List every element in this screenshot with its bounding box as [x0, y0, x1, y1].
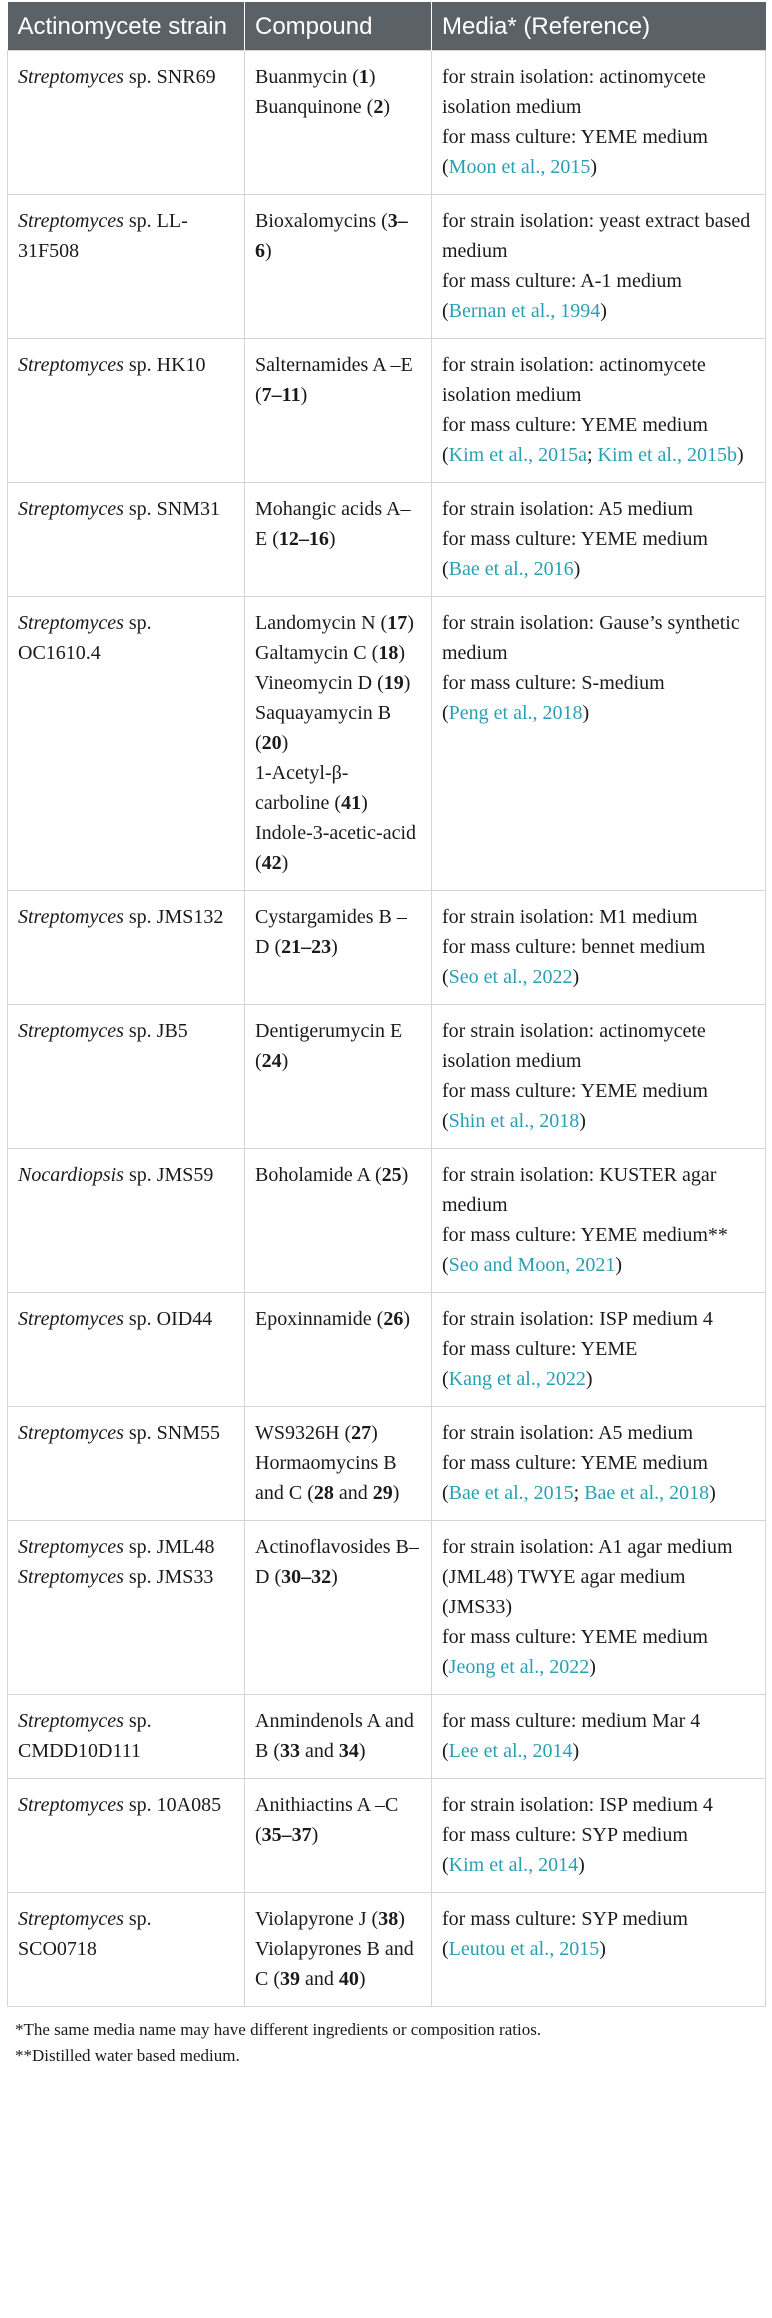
compound-name: ): [331, 1566, 338, 1588]
compound-line: [255, 902, 421, 962]
strain-cell: [8, 339, 245, 483]
compound-number: 42: [261, 852, 282, 874]
media-line: for mass culture: YEME medium**: [442, 1224, 728, 1246]
table-row: [8, 1407, 766, 1521]
media-cell: [432, 483, 766, 597]
compound-number: 35–37: [261, 1824, 312, 1846]
compound-name: ): [265, 240, 272, 262]
compound-name: Buanmycin (: [255, 66, 359, 88]
compound-name: Violapyrone J (: [255, 1908, 379, 1930]
compound-number: 33: [280, 1740, 300, 1762]
compound-number: 26: [383, 1308, 404, 1330]
reference-line: (Seo et al., 2022): [442, 966, 580, 988]
media-cell: [432, 597, 766, 891]
compound-name: ): [403, 1308, 410, 1330]
compound-cell: [245, 891, 432, 1005]
reference-link[interactable]: Moon et al., 2015: [448, 156, 591, 178]
table-row: [8, 195, 766, 339]
strain-id: sp. SNR69: [123, 66, 216, 88]
strain-id: sp. OID44: [123, 1308, 213, 1330]
table-row: [8, 1149, 766, 1293]
strain-id: sp. SNM55: [123, 1422, 221, 1444]
compound-name: Buanquinone (: [255, 96, 374, 118]
compound-number: 2: [373, 96, 384, 118]
compound-line: [255, 1706, 421, 1766]
reference-link[interactable]: Bae et al., 2015: [448, 1482, 574, 1504]
table-row: [8, 1779, 766, 1893]
media-line: for strain isolation: M1 medium: [442, 906, 698, 928]
reference-line: (Bae et al., 2016): [442, 558, 581, 580]
reference-link[interactable]: Kim et al., 2015b: [597, 444, 737, 466]
media-line: for strain isolation: actinomycete isolation medium: [442, 354, 706, 406]
strain-cell: [8, 483, 245, 597]
compound-number: 17: [387, 612, 408, 634]
strain-cell: [8, 1779, 245, 1893]
media-cell: [432, 1407, 766, 1521]
media-line: for mass culture: A-1 medium: [442, 270, 682, 292]
strain-id: sp. JB5: [123, 1020, 188, 1042]
compound-name: Cystargamides B –D (: [255, 906, 407, 958]
compound-line: [255, 818, 421, 878]
compound-number: 30–32: [281, 1566, 332, 1588]
strain-genus: Streptomyces: [18, 1710, 124, 1732]
media-line: for strain isolation: Gause’s synthetic medium: [442, 612, 740, 664]
compound-name: Galtamycin C (: [255, 642, 379, 664]
media-cell: [432, 1893, 766, 2007]
strain-cell: [8, 597, 245, 891]
strain-id: sp. JMS33: [123, 1566, 214, 1588]
compound-number: 29: [372, 1482, 393, 1504]
compound-name: WS9326H (: [255, 1422, 352, 1444]
strain-cell: [8, 51, 245, 195]
table-row: [8, 1293, 766, 1407]
compound-line: [255, 758, 421, 818]
compound-name: ): [311, 1824, 319, 1846]
media-cell: [432, 891, 766, 1005]
table-row: [8, 483, 766, 597]
media-line: for strain isolation: yeast extract based medium: [442, 210, 751, 262]
compound-name: ): [371, 1422, 378, 1444]
compound-number: 1: [358, 66, 369, 88]
strain-genus: Streptomyces: [18, 210, 124, 232]
reference-link[interactable]: Kim et al., 2015a: [448, 444, 587, 466]
compound-cell: [245, 1407, 432, 1521]
strain-id: sp. JMS132: [123, 906, 224, 928]
media-cell: [432, 1695, 766, 1779]
compound-name: ): [281, 732, 289, 754]
media-line: for strain isolation: A5 medium: [442, 498, 694, 520]
compound-name: Epoxinnamide (: [255, 1308, 384, 1330]
strain-genus: Streptomyces: [18, 906, 124, 928]
compound-cell: [245, 1521, 432, 1695]
compound-name: Landomycin N (: [255, 612, 388, 634]
media-cell: [432, 1293, 766, 1407]
compound-line: [255, 494, 421, 554]
media-cell: [432, 339, 766, 483]
compound-line: [255, 668, 421, 698]
compound-name: Actinoflavosides B–D (: [255, 1536, 419, 1588]
compound-name: ): [331, 936, 338, 958]
compound-name: Boholamide A (: [255, 1164, 382, 1186]
strain-id: sp. HK10: [123, 354, 206, 376]
reference-link[interactable]: Shin et al., 2018: [448, 1110, 580, 1132]
compound-name: Bioxalomycins (: [255, 210, 388, 232]
compound-name: ): [398, 642, 405, 664]
compound-name: ): [401, 1164, 409, 1186]
media-line: for strain isolation: actinomycete isolation medium: [442, 66, 706, 118]
media-line: for strain isolation: KUSTER agar medium: [442, 1164, 717, 1216]
strain-genus: Streptomyces: [18, 1020, 124, 1042]
media-line: for mass culture: YEME medium: [442, 1626, 708, 1648]
compound-line: [255, 698, 421, 758]
strain-id: sp. SCO0718: [18, 1908, 152, 1960]
compound-line: [255, 1790, 421, 1850]
reference-line: (Shin et al., 2018): [442, 1110, 586, 1132]
header-strain: Actinomycete strain: [8, 2, 245, 51]
compound-name: Anmindenols A and B (: [255, 1710, 414, 1762]
compound-line: [255, 62, 421, 92]
strain-id: sp. JML48: [123, 1536, 215, 1558]
compound-line: [255, 1934, 421, 1994]
strain-cell: [8, 1149, 245, 1293]
strain-genus: Streptomyces: [18, 1422, 124, 1444]
compound-name: ): [361, 792, 368, 814]
media-cell: [432, 1149, 766, 1293]
compound-name: ): [281, 852, 289, 874]
reference-link[interactable]: Seo and Moon, 2021: [448, 1254, 616, 1276]
reference-line: (Seo and Moon, 2021): [442, 1254, 623, 1276]
reference-link[interactable]: Bae et al., 2016: [448, 558, 574, 580]
strain-genus: Streptomyces: [18, 498, 124, 520]
strain-genus: Streptomyces: [18, 1566, 124, 1588]
strains-table: [7, 2, 766, 2007]
media-line: for mass culture: YEME medium: [442, 414, 708, 436]
footnotes: [7, 2007, 765, 2069]
compound-name: Vineomycin D (: [255, 672, 384, 694]
reference-line: (Bae et al., 2015; Bae et al., 2018): [442, 1482, 716, 1504]
compound-name: Saquayamycin B (: [255, 702, 392, 754]
strain-cell: [8, 1893, 245, 2007]
media-line: for mass culture: YEME medium: [442, 1080, 708, 1102]
footnote-1: *The same media name may have different ingredients or composition ratios.: [15, 2020, 542, 2039]
compound-line: [255, 1418, 421, 1448]
compound-number: 3–6: [255, 210, 408, 262]
compound-name: Anithiactins A –C (: [255, 1794, 399, 1846]
compound-name: 1-Acetyl-β-carboline (: [255, 762, 349, 814]
media-line: for mass culture: SYP medium: [442, 1824, 688, 1846]
compound-name: and: [300, 1740, 339, 1762]
compound-line: [255, 92, 421, 122]
compound-name: ): [300, 384, 308, 406]
reference-link[interactable]: Lee et al., 2014: [448, 1740, 573, 1762]
compound-number: 25: [381, 1164, 402, 1186]
reference-line: (Leutou et al., 2015): [442, 1938, 606, 1960]
media-line: for strain isolation: A5 medium: [442, 1422, 694, 1444]
compound-number: 24: [261, 1050, 282, 1072]
strain-id: sp. SNM31: [123, 498, 221, 520]
media-line: for strain isolation: ISP medium 4: [442, 1308, 713, 1330]
compound-name: ): [383, 96, 390, 118]
media-cell: [432, 51, 766, 195]
compound-line: [255, 1304, 421, 1334]
compound-cell: [245, 51, 432, 195]
compound-number: 7–11: [261, 384, 301, 406]
media-line: for mass culture: YEME medium: [442, 126, 708, 148]
compound-cell: [245, 597, 432, 891]
media-line: for mass culture: YEME medium: [442, 528, 708, 550]
header-row: [8, 2, 766, 51]
media-line: for strain isolation: A1 agar medium (JML48) TWYE agar medium (JMS33): [442, 1536, 733, 1618]
compound-name: Indole-3-acetic-acid (: [255, 822, 417, 874]
media-cell: [432, 1005, 766, 1149]
compound-name: ): [358, 1740, 366, 1762]
reference-link[interactable]: Kim et al., 2014: [448, 1854, 579, 1876]
reference-line: (Jeong et al., 2022): [442, 1656, 596, 1678]
reference-line: (Kang et al., 2022): [442, 1368, 593, 1390]
compound-line: [255, 1532, 421, 1592]
compound-line: [255, 350, 421, 410]
table-row: [8, 1521, 766, 1695]
media-line: for mass culture: S-medium: [442, 672, 665, 694]
table-row: [8, 891, 766, 1005]
table-row: [8, 1893, 766, 2007]
table-row: [8, 1695, 766, 1779]
compound-line: [255, 1904, 421, 1934]
strain-cell: [8, 891, 245, 1005]
compound-number: 40: [338, 1968, 359, 1990]
footnote-2: **Distilled water based medium.: [15, 2046, 240, 2065]
compound-cell: [245, 339, 432, 483]
strain-cell: [8, 1005, 245, 1149]
media-line: for mass culture: bennet medium: [442, 936, 706, 958]
reference-line: (Lee et al., 2014): [442, 1740, 580, 1762]
compound-name: ): [403, 672, 411, 694]
reference-line: (Kim et al., 2014): [442, 1854, 585, 1876]
compound-name: ): [368, 66, 376, 88]
strain-cell: [8, 1293, 245, 1407]
reference-line: (Bernan et al., 1994): [442, 300, 607, 322]
compound-name: ): [328, 528, 336, 550]
media-cell: [432, 1779, 766, 1893]
table-row: [8, 339, 766, 483]
compound-number: 18: [378, 642, 399, 664]
reference-link[interactable]: Bae et al., 2018: [584, 1482, 710, 1504]
strain-id: sp. LL-31F508: [18, 210, 188, 262]
compound-line: [255, 608, 421, 638]
media-line: for mass culture: medium Mar 4: [442, 1710, 701, 1732]
reference-link[interactable]: Bernan et al., 1994: [448, 300, 601, 322]
strain-genus: Streptomyces: [18, 1308, 124, 1330]
header-media: Media* (Reference): [432, 2, 766, 51]
compound-name: ): [398, 1908, 405, 1930]
reference-line: (Kim et al., 2015a; Kim et al., 2015b): [442, 444, 744, 466]
strain-genus: Streptomyces: [18, 1536, 124, 1558]
compound-number: 38: [378, 1908, 399, 1930]
strain-genus: Streptomyces: [18, 354, 124, 376]
strain-genus: Streptomyces: [18, 612, 124, 634]
compound-number: 28: [313, 1482, 334, 1504]
compound-name: Salternamides A –E (: [255, 354, 413, 406]
compound-cell: [245, 1149, 432, 1293]
compound-name: ): [281, 1050, 289, 1072]
strain-genus: Streptomyces: [18, 1908, 124, 1930]
reference-link[interactable]: Peng et al., 2018: [448, 702, 583, 724]
media-line: for mass culture: YEME: [442, 1338, 638, 1360]
media-line: for mass culture: YEME medium: [442, 1452, 708, 1474]
compound-line: [255, 638, 421, 668]
compound-number: 39: [280, 1968, 300, 1990]
reference-link[interactable]: Leutou et al., 2015: [448, 1938, 600, 1960]
compound-cell: [245, 1293, 432, 1407]
compound-name: Violapyrones B and C (: [255, 1938, 414, 1990]
strain-genus: Streptomyces: [18, 1794, 124, 1816]
compound-cell: [245, 195, 432, 339]
compound-line: [255, 1160, 421, 1190]
media-line: for strain isolation: actinomycete isolation medium: [442, 1020, 706, 1072]
strain-cell: [8, 1407, 245, 1521]
strain-id: sp. JMS59: [123, 1164, 214, 1186]
compound-cell: [245, 1695, 432, 1779]
compound-cell: [245, 483, 432, 597]
compound-number: 21–23: [281, 936, 332, 958]
compound-name: and: [333, 1482, 373, 1504]
strain-genus: Nocardiopsis: [18, 1164, 124, 1186]
compound-name: ): [358, 1968, 366, 1990]
strain-cell: [8, 1695, 245, 1779]
reference-link[interactable]: Kang et al., 2022: [448, 1368, 586, 1390]
compound-number: 34: [338, 1740, 359, 1762]
media-line: for mass culture: SYP medium: [442, 1908, 688, 1930]
media-line: for strain isolation: ISP medium 4: [442, 1794, 713, 1816]
compound-line: [255, 1448, 421, 1508]
reference-line: (Moon et al., 2015): [442, 156, 597, 178]
compound-name: and: [300, 1968, 339, 1990]
compound-line: [255, 1016, 421, 1076]
compound-name: Mohangic acids A–E (: [255, 498, 411, 550]
strain-id: sp. OC1610.4: [18, 612, 152, 664]
header-compound: Compound: [245, 2, 432, 51]
strain-id: sp. 10A085: [123, 1794, 222, 1816]
strain-id: sp. CMDD10D111: [18, 1710, 152, 1762]
strain-cell: [8, 195, 245, 339]
compound-name: ): [407, 612, 414, 634]
compound-number: 20: [261, 732, 282, 754]
reference-link[interactable]: Seo et al., 2022: [448, 966, 573, 988]
compound-line: [255, 206, 421, 266]
compound-number: 12–16: [278, 528, 329, 550]
table-row: [8, 1005, 766, 1149]
compound-number: 41: [341, 792, 362, 814]
compound-cell: [245, 1005, 432, 1149]
reference-link[interactable]: Jeong et al., 2022: [448, 1656, 590, 1678]
reference-line: (Peng et al., 2018): [442, 702, 590, 724]
table-row: [8, 51, 766, 195]
table-row: [8, 597, 766, 891]
compound-name: Dentigerumycin E (: [255, 1020, 403, 1072]
compound-number: 27: [351, 1422, 372, 1444]
media-cell: [432, 195, 766, 339]
compound-cell: [245, 1779, 432, 1893]
compound-cell: [245, 1893, 432, 2007]
media-cell: [432, 1521, 766, 1695]
compound-number: 19: [383, 672, 404, 694]
strain-cell: [8, 1521, 245, 1695]
compound-name: Hormaomycins B and C (: [255, 1452, 397, 1504]
strain-genus: Streptomyces: [18, 66, 124, 88]
compound-name: ): [392, 1482, 400, 1504]
